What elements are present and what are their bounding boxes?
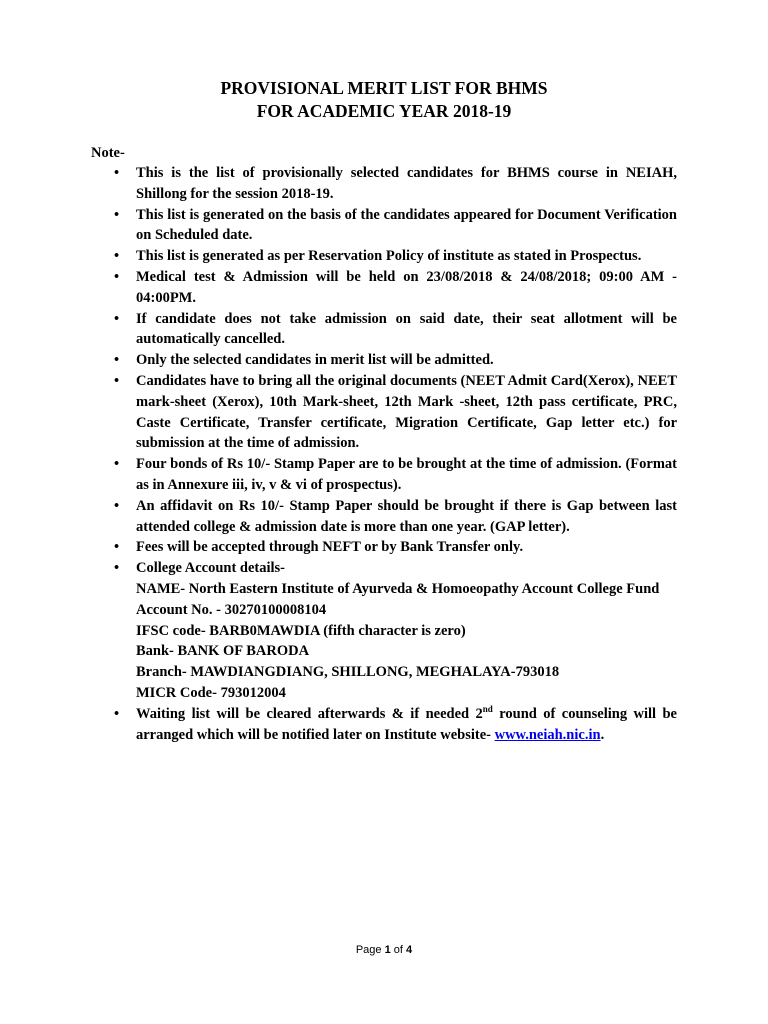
note-item: • Four bonds of Rs 10/- Stamp Paper are to be brought at the time of admission. (Format as in Annexure iii, iv, v & vi of prospectus).: [114, 456, 677, 493]
bank-name: Bank- BANK OF BARODA: [136, 643, 310, 660]
note-item: • If candidate does not take admission on said date, their seat allotment will be automatically cancelled.: [114, 310, 677, 348]
institute-website-link[interactable]: www.neiah.nic.in: [494, 726, 601, 743]
bullet-icon: •: [114, 705, 120, 722]
bullet-icon: •: [114, 560, 120, 577]
bullet-icon: •: [114, 248, 120, 265]
document-title-line-1: PROVISIONAL MERIT LIST FOR BHMS: [220, 78, 548, 98]
bullet-icon: •: [114, 539, 120, 556]
bullet-icon: •: [114, 206, 120, 223]
bullet-icon: •: [114, 268, 120, 285]
note-item: • Only the selected candidates in merit list will be admitted.: [0, 350, 677, 371]
note-item: • Candidates have to bring all the original documents (NEET Admit Card(Xerox), NEET mark-sheet (Xerox), 10th Mark-sheet, 12th Mark -sheet, 12th pass certificate, PRC, Caste Certificate, Transfer certificate, Migration Certificate, Gap letter etc.) for submission at the time of admission.: [114, 372, 677, 452]
bullet-icon: •: [114, 497, 120, 514]
note-item: • This list is generated on the basis of the candidates appeared for Document Verification on Scheduled date.: [114, 206, 677, 244]
branch-name: Branch- MAWDIANGDIANG, SHILLONG, MEGHALAYA-793018: [136, 664, 560, 681]
bullet-icon: •: [114, 456, 120, 473]
account-number: Account No. - 30270100008104: [136, 601, 327, 618]
note-item: • This is the list of provisionally selected candidates for BHMS course in NEIAH, Shillong for the session 2018-19.: [114, 165, 677, 202]
page-footer: Page 1 of 4: [355, 944, 413, 956]
total-pages: 4: [406, 944, 413, 956]
account-heading: College Account details-: [136, 560, 286, 577]
notes-list: [0, 163, 677, 745]
account-name: NAME- North Eastern Institute of Ayurveda & Homoeopathy Account College Fund: [136, 580, 660, 597]
note-item: • This list is generated as per Reservation Policy of institute as stated in Prospectus.: [0, 246, 677, 267]
note-label: Note-: [91, 145, 125, 161]
bullet-icon: •: [114, 310, 120, 327]
waiting-list-item: • Waiting list will be cleared afterwards & if needed 2nd round of counseling will be arranged which will be notified later on Institute website- www.neiah.nic.in.: [114, 703, 677, 743]
note-item: • Fees will be accepted through NEFT or by Bank Transfer only.: [0, 537, 677, 558]
ordinal-suffix: nd: [482, 703, 493, 714]
bullet-icon: •: [114, 352, 120, 369]
account-details-item: [0, 558, 677, 704]
note-item: • An affidavit on Rs 10/- Stamp Paper should be brought if there is Gap between last attended college & admission date is more than one year. (GAP letter).: [114, 497, 677, 535]
micr-code: MICR Code- 793012004: [136, 684, 286, 701]
bullet-icon: •: [114, 165, 120, 181]
document-title-line-2: FOR ACADEMIC YEAR 2018-19: [256, 101, 512, 121]
current-page-number: 1: [384, 944, 391, 956]
ifsc-code: IFSC code- BARB0MAWDIA (fifth character is zero): [136, 622, 466, 639]
bullet-icon: •: [114, 372, 120, 389]
note-item: • Medical test & Admission will be held on 23/08/2018 & 24/08/2018; 09:00 AM - 04:00PM.: [114, 268, 677, 306]
